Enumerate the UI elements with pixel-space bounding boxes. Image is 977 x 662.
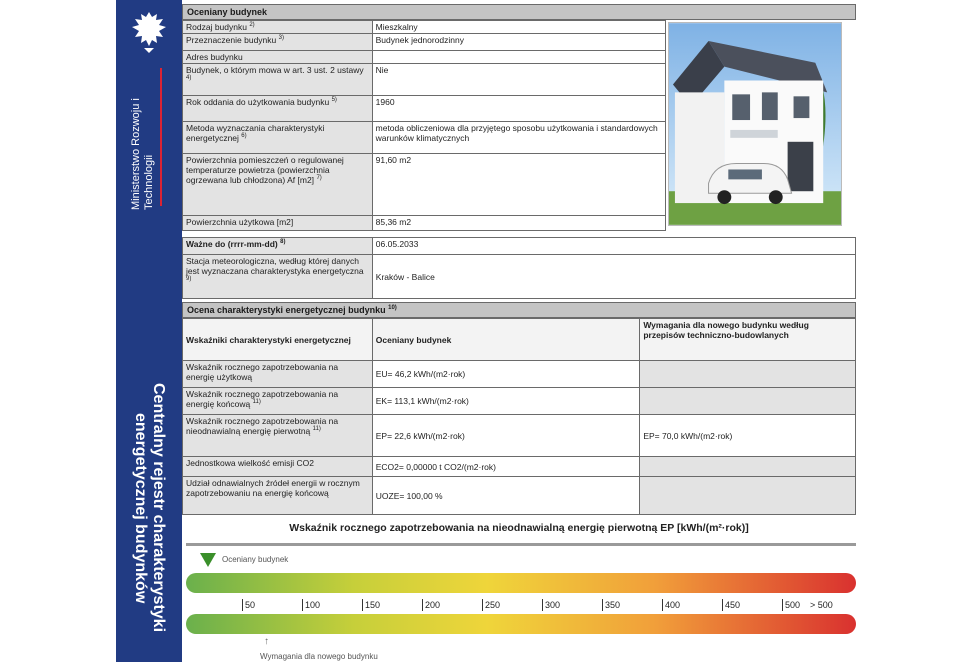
certificate-page	[182, 4, 858, 662]
row-label: Powierzchnia pomieszczeń o regulowanej temperaturze powietrza (powierzchnia ogrzewana lub chłodzona) Af [m2] $^{7)}$	[183, 154, 373, 216]
valid-until-value: 06.05.2033	[372, 238, 855, 255]
row-requirement	[640, 457, 856, 477]
table-row	[183, 34, 666, 51]
table-row	[183, 51, 666, 64]
row-value: Budynek jednorodzinny	[372, 34, 665, 51]
station-value: Kraków - Balice	[372, 255, 855, 299]
registry-title: Centralny rejestr charakterystyki energetycznej budynków	[132, 383, 167, 633]
row-value: EU= 46,2 kWh/(m2·rok)	[372, 361, 640, 388]
table-header-row	[183, 319, 856, 361]
row-value: EK= 113,1 kWh/(m2·rok)	[372, 388, 640, 415]
ep-scale-bar-requirement	[186, 614, 856, 634]
polish-eagle-emblem-icon	[126, 8, 172, 56]
row-label: Rok oddania do użytkowania budynku $^{5)}$	[183, 96, 373, 122]
table-row	[183, 415, 856, 457]
row-value: 85,36 m2	[372, 216, 665, 231]
building-data-table	[182, 20, 666, 231]
ep-scale-ticks: 50 100 150 200 250 300 350 400 450 500 > 500	[186, 597, 856, 613]
row-label: Adres budynku	[183, 51, 373, 64]
rating-section-header	[182, 302, 856, 318]
assessed-marker-arrow-icon	[200, 553, 216, 567]
row-label: Metoda wyznaczania charakterystyki energetycznej $^{6)}$	[183, 122, 373, 154]
valid-until-label: Ważne do (rrrr-mm-dd) $^{8)}$	[183, 238, 373, 255]
assessed-marker-label: Oceniany budynek	[222, 555, 289, 564]
building-section-title: Oceniany budynek	[187, 7, 268, 17]
row-label: Rodzaj budynku $^{2)}$	[183, 21, 373, 34]
column-header: Oceniany budynek	[372, 319, 640, 361]
row-label: Wskaźnik rocznego zapotrzebowania na nieodnawialną energię pierwotną $^{11)}$	[183, 415, 373, 457]
station-label: Stacja meteorologiczna, według której danych jest wyznaczana charakterystyka energetyczna $^{9)}$	[183, 255, 373, 299]
building-section-header	[182, 4, 856, 20]
row-label: Przeznaczenie budynku $^{3)}$	[183, 34, 373, 51]
table-row	[183, 122, 666, 154]
requirement-marker	[260, 636, 460, 662]
table-row	[183, 477, 856, 515]
table-row	[183, 216, 666, 231]
table-row	[183, 361, 856, 388]
table-row	[183, 96, 666, 122]
row-label: Budynek, o którym mowa w art. 3 ust. 2 ustawy $^{4)}$	[183, 64, 373, 96]
scale-tick: > 500	[810, 600, 833, 610]
rating-section-ref: 10)	[388, 305, 397, 311]
table-row	[183, 457, 856, 477]
row-value: ECO2= 0,00000 t CO2/(m2·rok)	[372, 457, 640, 477]
ep-scale-bar-assessed	[186, 573, 856, 593]
row-value: Nie	[372, 64, 665, 96]
column-header: Wymagania dla nowego budynku według przepisów techniczno-budowlanych	[640, 319, 856, 361]
row-value: 1960	[372, 96, 665, 122]
ministry-sidebar	[116, 0, 182, 662]
requirement-marker-label: Wymagania dla nowego budynku	[260, 652, 378, 661]
row-label: Powierzchnia użytkowa [m2]	[183, 216, 373, 231]
row-label: Wskaźnik rocznego zapotrzebowania na energię użytkową	[183, 361, 373, 388]
row-requirement	[640, 388, 856, 415]
row-label: Jednostkowa wielkość emisji CO2	[183, 457, 373, 477]
ep-scale-title: Wskaźnik rocznego zapotrzebowania na nieodnawialną energię pierwotną EP [kWh/(m²·rok)]	[289, 522, 749, 534]
table-row	[183, 388, 856, 415]
rating-section-title: Ocena charakterystyki energetycznej budynku	[187, 305, 386, 315]
table-row	[183, 255, 856, 299]
row-value: EP= 22,6 kWh/(m2·rok)	[372, 415, 640, 457]
row-value: 91,60 m2	[372, 154, 665, 216]
scale-divider	[186, 543, 856, 546]
table-row	[183, 21, 666, 34]
column-header: Wskaźniki charakterystyki energetycznej	[183, 319, 373, 361]
building-photo	[668, 22, 842, 226]
ministry-name-text: Ministerstwo Rozwoju i Technologii	[130, 98, 155, 210]
row-label: Udział odnawialnych źródeł energii w rocznym zapotrzebowaniu na energię końcową	[183, 477, 373, 515]
row-label: Wskaźnik rocznego zapotrzebowania na energię końcową $^{11)}$	[183, 388, 373, 415]
row-value: UOZE= 100,00 %	[372, 477, 640, 515]
ministry-name	[122, 64, 176, 214]
row-requirement	[640, 477, 856, 515]
energy-rating-table	[182, 318, 856, 515]
row-requirement	[640, 361, 856, 388]
ministry-flag-stripe	[160, 68, 162, 206]
table-row	[183, 154, 666, 216]
table-row	[183, 238, 856, 255]
row-requirement: EP= 70,0 kWh/(m2·rok)	[640, 415, 856, 457]
row-value	[372, 51, 665, 64]
row-value: metoda obliczeniowa dla przyjętego sposobu użytkowania i standardowych warunków klimatycznych	[372, 122, 665, 154]
row-value: Mieszkalny	[372, 21, 665, 34]
validity-table	[182, 237, 856, 299]
table-row	[183, 64, 666, 96]
requirement-marker-arrow-icon: ↑	[264, 636, 269, 647]
